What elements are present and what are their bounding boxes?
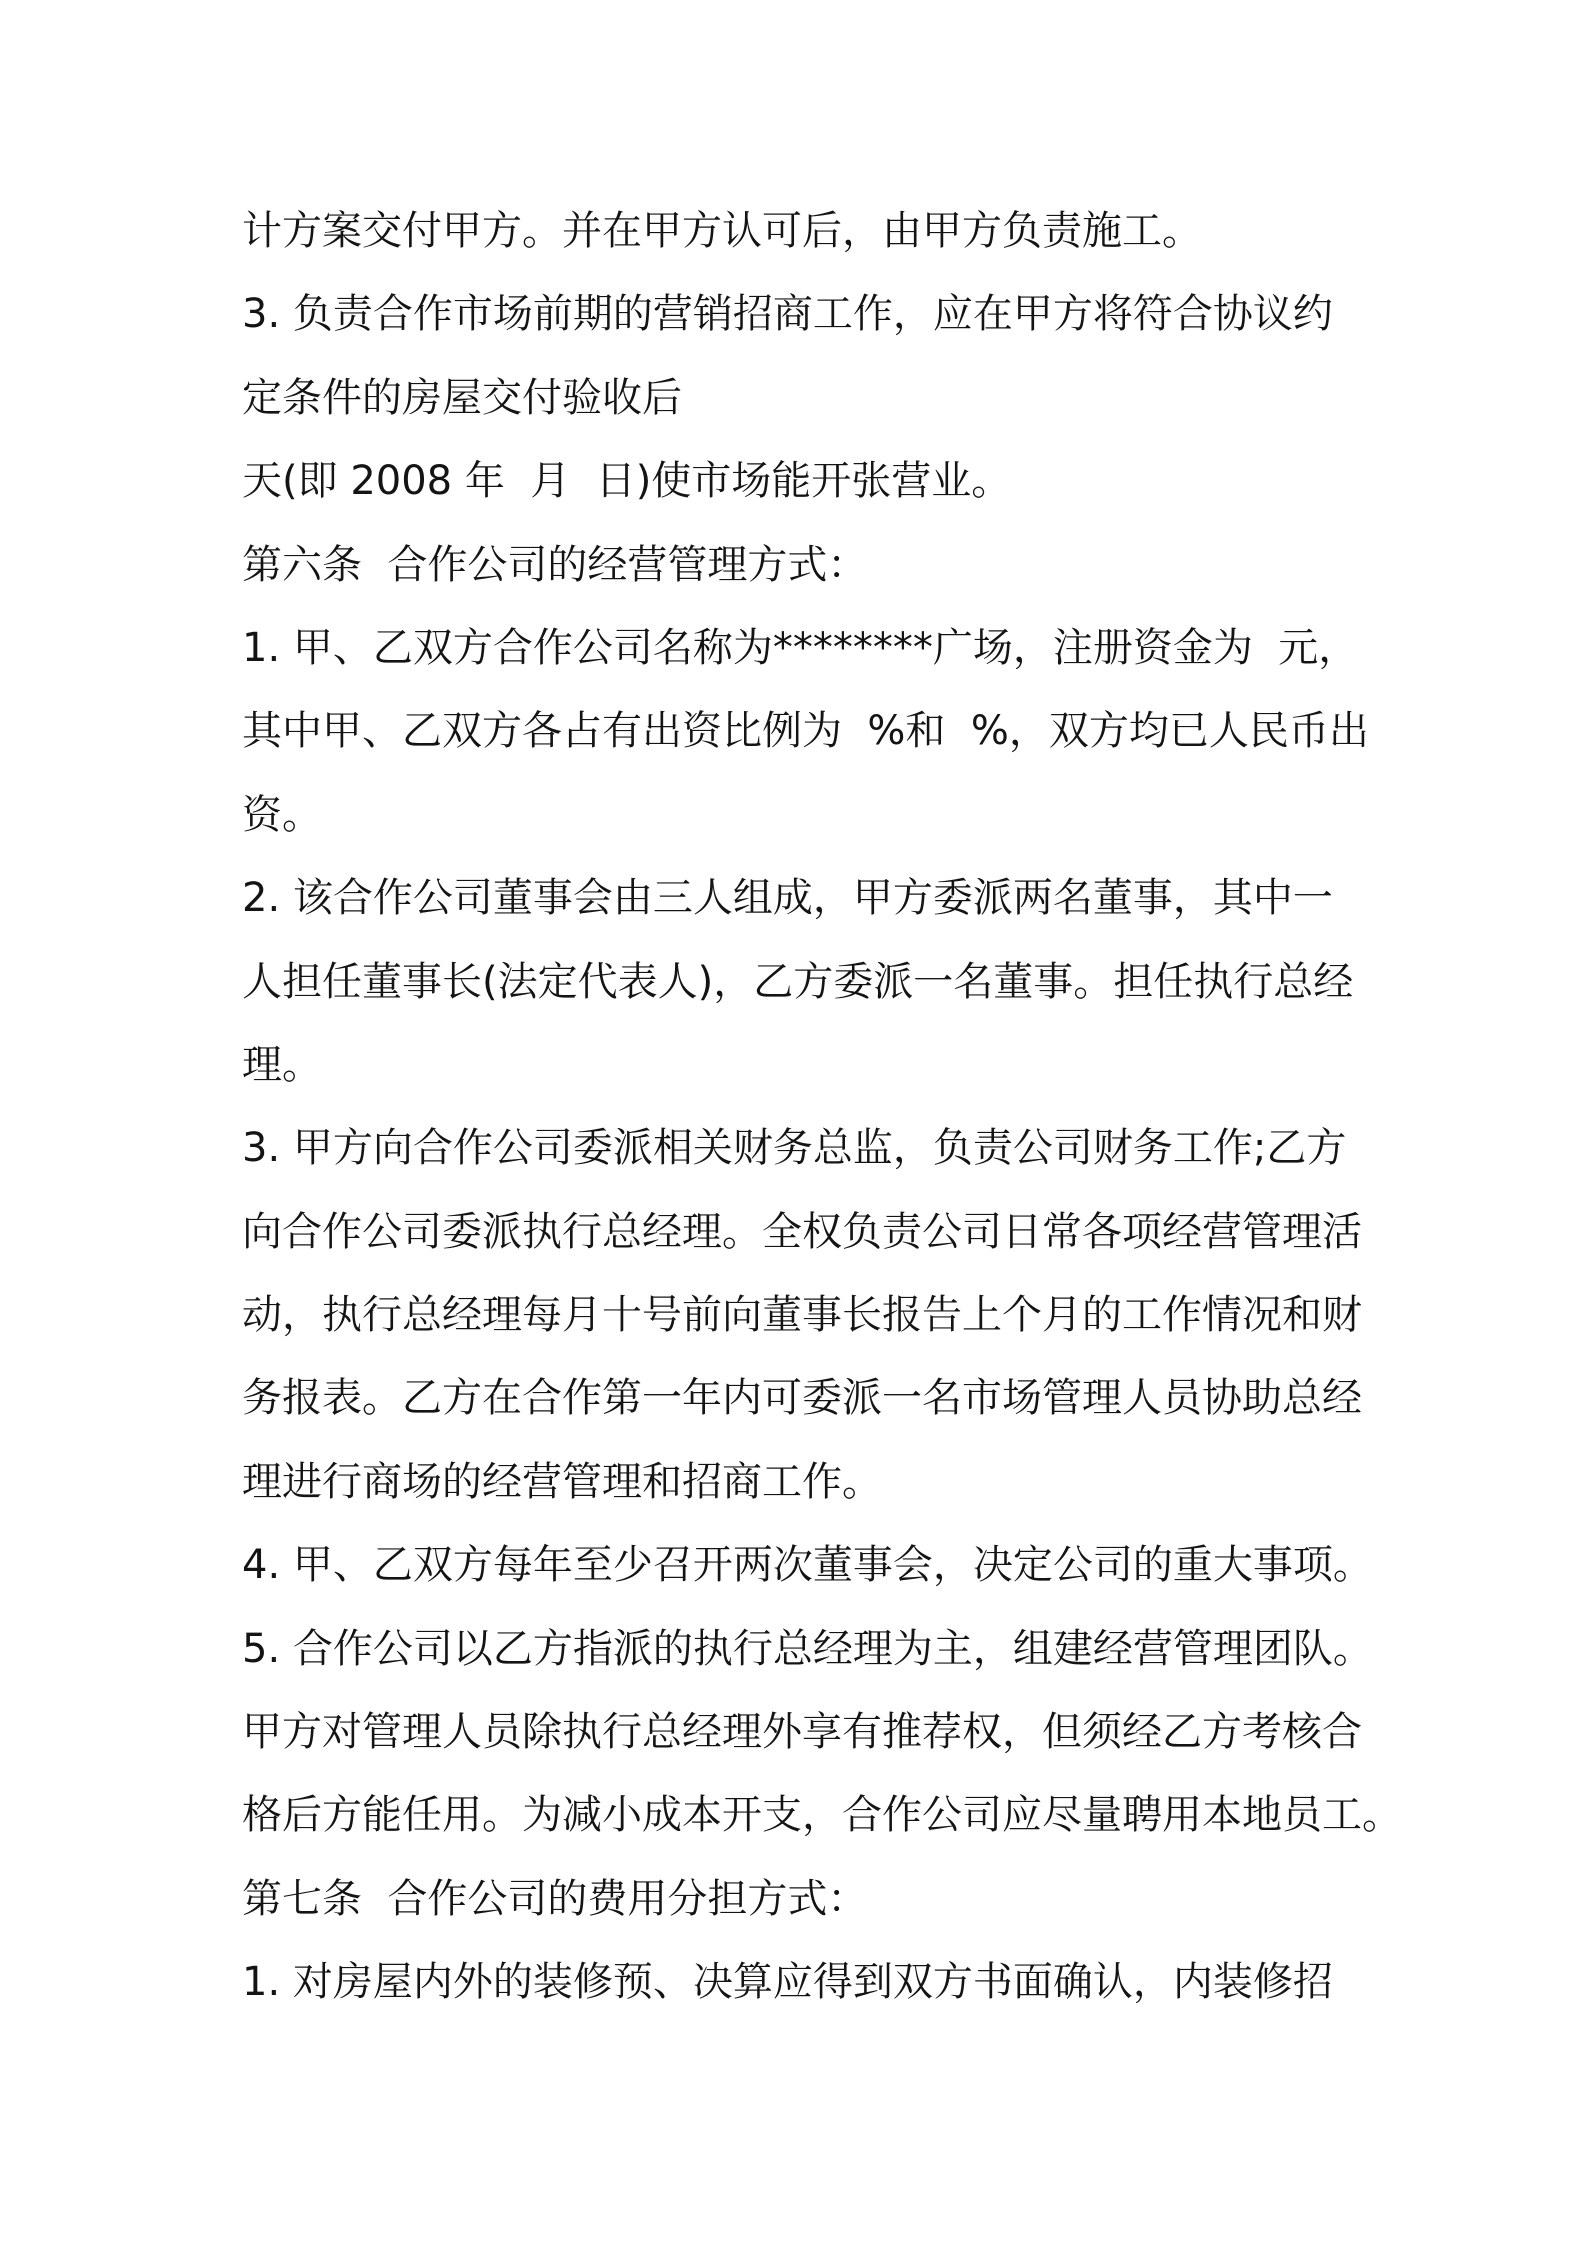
document-body: [242, 190, 1402, 2025]
text-line: 务报表。乙方在合作第一年内可委派一名市场管理人员协助总经: [242, 1375, 1362, 1422]
text-line: 4. 甲、乙双方每年至少召开两次董事会，决定公司的重大事项。: [242, 1542, 1373, 1589]
text-line: 计方案交付甲方。并在甲方认可后，由甲方负责施工。: [242, 208, 1202, 254]
article-heading: 第六条 合作公司的经营管理方式：: [242, 541, 868, 588]
text-line: 其中甲、乙双方各占有出资比例为 %和 %，双方均已人民币出: [242, 708, 1369, 755]
text-line: 理进行商场的经营管理和招商工作。: [242, 1458, 882, 1505]
text-line: 1. 甲、乙双方合作公司名称为********广场，注册资金为 元，: [242, 624, 1359, 671]
text-line: 格后方能任用。为减小成本开支，合作公司应尽量聘用本地员工。: [242, 1792, 1402, 1839]
text-line: 1. 对房屋内外的装修预、决算应得到双方书面确认，内装修招: [242, 1959, 1333, 2006]
text-line: 2. 该合作公司董事会由三人组成，甲方委派两名董事，其中一: [242, 875, 1333, 922]
text-line: 定条件的房屋交付验收后: [242, 374, 682, 421]
text-line: 3. 负责合作市场前期的营销招商工作，应在甲方将符合协议约: [242, 291, 1333, 338]
text-line: 动，执行总经理每月十号前向董事长报告上个月的工作情况和财: [242, 1292, 1362, 1339]
text-line: 5. 合作公司以乙方指派的执行总经理为主，组建经营管理团队。: [242, 1625, 1373, 1672]
text-line: 甲方对管理人员除执行总经理外享有推荐权，但须经乙方考核合: [242, 1709, 1362, 1756]
text-line: 理。: [242, 1041, 322, 1088]
text-line: 资。: [242, 791, 322, 838]
text-line: 天(即 2008 年 月 日)使市场能开张营业。: [242, 458, 1012, 505]
text-line: 人担任董事长(法定代表人)，乙方委派一名董事。担任执行总经: [242, 958, 1354, 1005]
text-line: 3. 甲方向合作公司委派相关财务总监，负责公司财务工作;乙方: [242, 1125, 1347, 1172]
text-line: 向合作公司委派执行总经理。全权负责公司日常各项经营管理活: [242, 1208, 1362, 1255]
article-heading: 第七条 合作公司的费用分担方式：: [242, 1875, 868, 1922]
